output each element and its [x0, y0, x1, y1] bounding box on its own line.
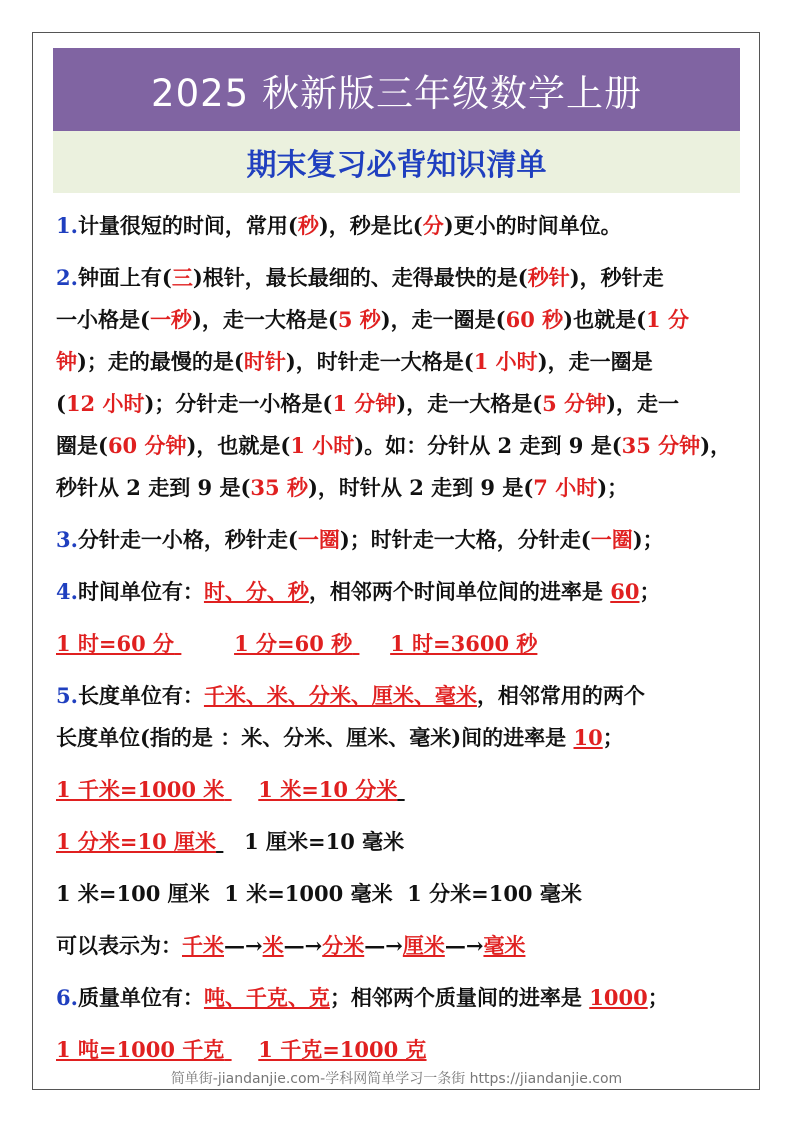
conversion: 1 米=10 分米: [258, 777, 398, 802]
text: )，走一: [606, 391, 680, 416]
section-2-line-3: [56, 341, 756, 383]
conversion: 1 分米=10 厘米: [56, 829, 217, 854]
section-2-line-5: [56, 425, 756, 467]
text: ；相邻两个质量间的进率是: [329, 985, 590, 1010]
section-5-line-2: [56, 717, 756, 759]
text: 长度单位有：: [77, 683, 204, 708]
section-4: [56, 571, 756, 613]
answer: 35 秒: [250, 475, 308, 500]
blank: [174, 623, 234, 665]
arrow: —→: [444, 933, 484, 958]
section-number: 1.: [56, 213, 78, 238]
section-5-chain: [56, 925, 756, 967]
conversion: 1 吨=1000 千克: [56, 1037, 225, 1062]
footer-watermark: 简单街-jiandanjie.com-学科网简单学习一条街 https://jiandanjie.com: [170, 1071, 623, 1087]
chain-unit: 厘米: [402, 933, 445, 958]
text: )也就是(: [563, 307, 647, 332]
text: )，走一大格是(: [396, 391, 543, 416]
section-number: 3.: [56, 527, 78, 552]
answer: 时、分、秒: [203, 579, 309, 604]
conversion: 1 时=60 分: [56, 631, 175, 656]
chain-unit: 米: [262, 933, 284, 958]
text: 长度单位(指的是 ：米、分米、厘米、毫米)间的进率是: [56, 725, 574, 750]
text: 圈是(: [56, 433, 108, 458]
text: )；: [597, 475, 629, 500]
answer: 60 分钟: [107, 433, 187, 458]
knowledge-list: [56, 205, 756, 1071]
section-2-line-6: [56, 467, 756, 509]
conversion: 1 千米=1000 米: [56, 777, 225, 802]
answer: 吨、千克、克: [203, 985, 330, 1010]
section-5-conversions-1: [56, 769, 756, 811]
section-1: [56, 205, 756, 247]
section-5-conversions-3: 1 米=100 厘米 1 米=1000 毫米 1 分米=100 毫米: [56, 881, 582, 906]
text: )，时针从 2 走到 9 是(: [307, 475, 534, 500]
text: )，秒是比(: [318, 213, 423, 238]
answer: 秒针: [527, 265, 570, 290]
answer: 1 小时: [473, 349, 538, 374]
answer: 时针: [243, 349, 286, 374]
text: )，: [700, 433, 732, 458]
text: ；: [602, 725, 624, 750]
section-number: 2.: [56, 265, 78, 290]
section-6-conversions: [56, 1029, 756, 1071]
answer: 1 小时: [290, 433, 355, 458]
section-3: [56, 519, 756, 561]
answer: 1 分钟: [332, 391, 397, 416]
blank: [397, 769, 433, 811]
answer: 7 小时: [533, 475, 598, 500]
text: 分针走一小格，秒针走(: [77, 527, 298, 552]
text: (: [56, 391, 66, 416]
section-4-conversions: [56, 623, 756, 665]
text: ，相邻两个时间单位间的进率是: [308, 579, 611, 604]
text: )，走一圈是: [537, 349, 653, 374]
blank: [224, 769, 258, 811]
text: )。如：分针从 2 走到 9 是(: [354, 433, 622, 458]
answer: 千米、米、分米、厘米、毫米: [203, 683, 477, 708]
section-2-line-1: [56, 257, 756, 299]
chain-unit: 毫米: [483, 933, 526, 958]
section-6: [56, 977, 756, 1019]
text: )；: [632, 527, 664, 552]
chain-unit: 分米: [322, 933, 365, 958]
arrow: —→: [364, 933, 403, 958]
arrow: —→: [224, 933, 263, 958]
blank: [224, 1029, 258, 1071]
page-title: 2025 秋新版三年级数学上册: [53, 48, 740, 131]
answer: 一圈: [297, 527, 340, 552]
text: )；时针走一大格，分针走(: [339, 527, 591, 552]
answer: 10: [573, 725, 603, 750]
text: 钟面上有(: [77, 265, 172, 290]
text: 时间单位有：: [77, 579, 204, 604]
answer: 钟: [56, 349, 77, 374]
section-number: 5.: [56, 683, 78, 708]
conversion: 1 厘米=10 毫米: [244, 829, 405, 854]
text: )更小的时间单位。: [443, 213, 622, 238]
section-2: [56, 257, 756, 509]
answer: 一秒: [149, 307, 192, 332]
text: 质量单位有：: [77, 985, 204, 1010]
blank: [216, 821, 238, 863]
answer: 一圈: [590, 527, 633, 552]
answer: 秒: [297, 213, 319, 238]
text: 一小格是(: [56, 307, 150, 332]
answer: 35 分钟: [621, 433, 701, 458]
answer: 5 秒: [337, 307, 381, 332]
text: )，时针走一大格是(: [285, 349, 474, 374]
conversion: 1 千克=1000 克: [258, 1037, 427, 1062]
section-2-line-2: [56, 299, 756, 341]
text: )；分针走一小格是(: [144, 391, 333, 416]
answer: 1 分: [646, 307, 689, 332]
text: ，相邻常用的两个: [476, 683, 645, 708]
section-number: 4.: [56, 579, 78, 604]
section-2-line-4: [56, 383, 756, 425]
chain-label: 可以表示为：: [56, 933, 182, 958]
conversion: 1 时=3600 秒: [390, 631, 538, 656]
text: ；: [639, 579, 661, 604]
text: )根针，最长最细的、走得最快的是(: [192, 265, 528, 290]
section-5-conversions-2: [56, 821, 756, 863]
page-subtitle: 期末复习必背知识清单: [53, 131, 740, 193]
section-5-line-1: [56, 675, 756, 717]
answer: 60: [610, 579, 640, 604]
blank: [352, 623, 390, 665]
text: ；: [647, 985, 669, 1010]
text: )，秒针走: [569, 265, 664, 290]
text: )，走一大格是(: [191, 307, 338, 332]
text: )，也就是(: [186, 433, 291, 458]
answer: 1000: [589, 985, 648, 1010]
answer: 12 小时: [65, 391, 145, 416]
text: 计量很短的时间，常用(: [77, 213, 298, 238]
chain-unit: 千米: [182, 933, 224, 958]
text: )；走的最慢的是(: [77, 349, 244, 374]
section-number: 6.: [56, 985, 78, 1010]
answer: 三: [171, 265, 193, 290]
arrow: —→: [283, 933, 323, 958]
answer: 5 分钟: [542, 391, 607, 416]
answer: 分: [422, 213, 444, 238]
text: 秒针从 2 走到 9 是(: [56, 475, 251, 500]
text: )，走一圈是(: [380, 307, 506, 332]
answer: 60 秒: [505, 307, 564, 332]
conversion: 1 分=60 秒: [234, 631, 353, 656]
